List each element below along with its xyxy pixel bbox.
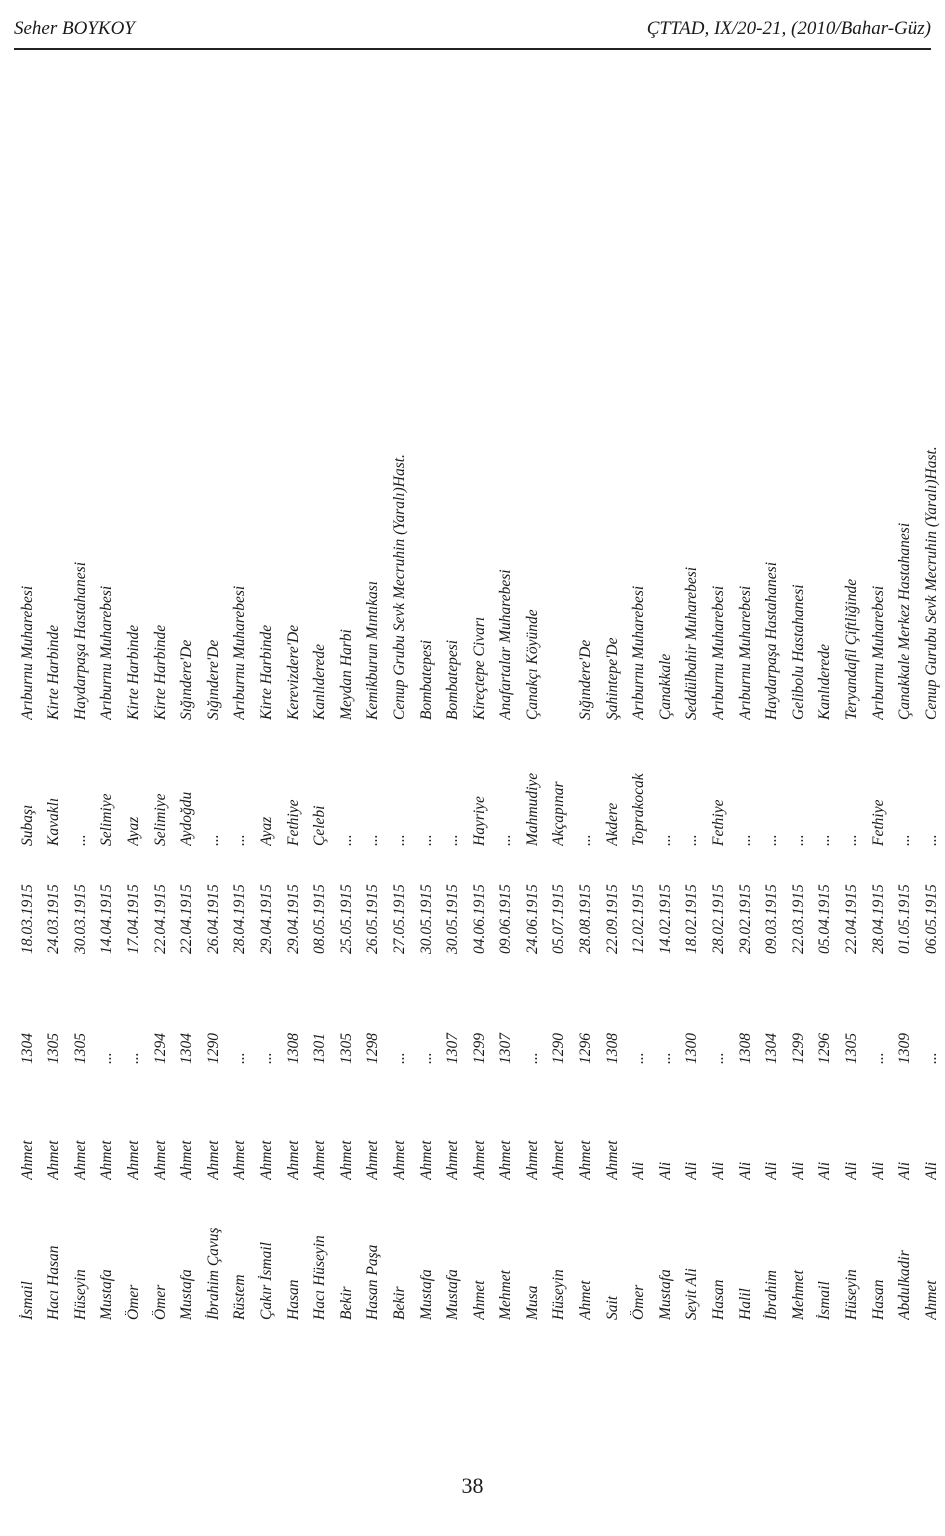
table-row (170, 30, 197, 1320)
birth-year-cell: 1290 (550, 1033, 568, 1064)
village-cell: Fethiye (710, 799, 728, 846)
father-name-cell: Ahmet (470, 1140, 488, 1180)
table-row (90, 30, 117, 1320)
birth-year-cell: ... (656, 1052, 674, 1064)
name-cell: Hüseyin (843, 1269, 860, 1320)
village-cell: ... (816, 834, 834, 846)
name-cell: Hüseyin (71, 1269, 89, 1320)
place-of-death-cell: Meydan Harbi (337, 629, 355, 720)
name-cell: Mustafa (656, 1269, 674, 1320)
death-date-cell: 28.04.1915 (231, 884, 249, 954)
birth-year-cell: 1305 (843, 1033, 860, 1064)
death-date-cell: 28.08.1915 (577, 884, 595, 954)
death-date-cell: 14.04.1915 (98, 884, 116, 954)
table-row (409, 30, 436, 1320)
father-name-cell: Ahmet (311, 1140, 329, 1180)
name-cell: Abdulkadir (896, 1250, 914, 1320)
name-cell: Mehmet (497, 1270, 515, 1320)
birth-year-cell: 1305 (71, 1033, 89, 1064)
name-cell: Mustafa (178, 1269, 196, 1320)
table-row (755, 30, 782, 1320)
table-row (196, 30, 223, 1320)
father-name-cell: Ahmet (603, 1140, 621, 1180)
table-row (462, 30, 489, 1320)
village-cell: ... (204, 834, 222, 846)
table-row (489, 30, 516, 1320)
place-of-death-cell: Seddülbahir Muharebesi (683, 566, 701, 720)
place-of-death-cell: Teryandafil Çiftliğinde (843, 578, 860, 720)
father-name-cell: Ahmet (151, 1140, 169, 1180)
name-cell: Bekir (337, 1286, 355, 1320)
birth-year-cell: 1305 (337, 1033, 355, 1064)
father-name-cell: Ahmet (71, 1140, 89, 1180)
village-cell: Fethiye (284, 799, 302, 846)
father-name-cell: Ahmet (444, 1140, 462, 1180)
village-cell: Selimiye (98, 793, 116, 846)
birth-year-cell: 1296 (577, 1033, 595, 1064)
death-date-cell: 12.02.1915 (630, 884, 648, 954)
casualty-table (10, 30, 941, 1320)
death-date-cell: 26.05.1915 (364, 884, 382, 954)
death-date-cell: 17.04.1915 (124, 884, 142, 954)
place-of-death-cell: Anafartalar Muharebesi (497, 569, 515, 720)
village-cell: ... (364, 834, 382, 846)
father-name-cell: Ali (789, 1161, 807, 1180)
place-of-death-cell: Arıburnu Muharebesi (630, 585, 648, 720)
death-date-cell: 29.04.1915 (284, 884, 302, 954)
name-cell: İbrahim (763, 1270, 781, 1320)
birth-year-cell: 1309 (896, 1033, 914, 1064)
place-of-death-cell: Çanakkale Merkez Hastahanesi (896, 522, 914, 720)
table-row (515, 30, 542, 1320)
village-cell: ... (789, 834, 807, 846)
death-date-cell: 29.02.1915 (736, 884, 754, 954)
birth-year-cell: 1304 (178, 1033, 196, 1064)
table-row (37, 30, 64, 1320)
father-name-cell: Ahmet (337, 1140, 355, 1180)
place-of-death-cell: Arıburnu Muharebesi (98, 585, 116, 720)
father-name-cell: Ahmet (417, 1140, 435, 1180)
table-row (834, 30, 861, 1320)
table-row (568, 30, 595, 1320)
table-row (888, 30, 915, 1320)
name-cell: Hasan Paşa (364, 1244, 382, 1320)
village-cell: Ayaz (124, 816, 142, 846)
father-name-cell: Ali (683, 1161, 701, 1180)
birth-year-cell: ... (390, 1052, 408, 1064)
father-name-cell: Ali (656, 1161, 674, 1180)
village-cell: ... (231, 834, 249, 846)
place-of-death-cell: Bombatepesi (444, 639, 462, 720)
journal-citation: ÇTTAD, IX/20-21, (2010/Bahar-Güz) (646, 18, 931, 39)
village-cell: Ayaz (257, 816, 275, 846)
table-row (436, 30, 463, 1320)
name-cell: Rüstem (231, 1274, 249, 1320)
village-cell: ... (736, 834, 754, 846)
village-cell: ... (497, 834, 515, 846)
place-of-death-cell: Haydarpaşa Hastahanesi (71, 561, 89, 720)
village-cell: Akçapınar (550, 781, 568, 846)
village-cell: ... (337, 834, 355, 846)
father-name-cell: Ali (710, 1161, 728, 1180)
place-of-death-cell: Çanakçı Köyünde (523, 609, 541, 720)
village-cell: Kavaklı (45, 797, 63, 846)
birth-year-cell: 1308 (603, 1033, 621, 1064)
village-cell: ... (444, 834, 462, 846)
village-cell: ... (656, 834, 674, 846)
place-of-death-cell: Haydarpaşa Hastahanesi (763, 561, 781, 720)
table-row (861, 30, 888, 1320)
name-cell: Hüseyin (550, 1269, 568, 1320)
village-cell: ... (390, 834, 408, 846)
death-date-cell: 26.04.1915 (204, 884, 222, 954)
village-cell: Çelebi (311, 805, 329, 846)
place-of-death-cell: Arıburnu Muharebesi (231, 585, 249, 720)
father-name-cell: Ahmet (364, 1140, 382, 1180)
table-row (914, 30, 941, 1320)
name-cell: Mehmet (789, 1270, 807, 1320)
birth-year-cell: 1308 (736, 1033, 754, 1064)
death-date-cell: 24.06.1915 (523, 884, 541, 954)
table-row (648, 30, 675, 1320)
table-row (223, 30, 250, 1320)
place-of-death-cell: Sığındere'De (577, 639, 595, 720)
birth-year-cell: 1307 (497, 1033, 515, 1064)
birth-year-cell: 1304 (18, 1033, 36, 1064)
name-cell: Çakır İsmail (257, 1242, 275, 1320)
place-of-death-cell: Cenup Gurubu Sevk Mecruhin (Yaralı)Hast. (922, 446, 940, 720)
death-date-cell: 04.06.1915 (470, 884, 488, 954)
place-of-death-cell: Şahintepe'De (603, 637, 621, 720)
death-date-cell: 25.05.1915 (337, 884, 355, 954)
birth-year-cell: ... (869, 1052, 887, 1064)
father-name-cell: Ahmet (577, 1140, 595, 1180)
table-row (728, 30, 755, 1320)
place-of-death-cell: Kirte Harbinde (151, 624, 169, 720)
place-of-death-cell: Kirte Harbinde (45, 624, 63, 720)
table-row (542, 30, 569, 1320)
father-name-cell: Ahmet (18, 1140, 36, 1180)
name-cell: Ahmet (470, 1280, 488, 1320)
father-name-cell: Ahmet (178, 1140, 196, 1180)
name-cell: Ömer (630, 1284, 648, 1320)
father-name-cell: Ali (763, 1161, 781, 1180)
table-row (808, 30, 835, 1320)
birth-year-cell: 1308 (284, 1033, 302, 1064)
birth-year-cell: 1298 (364, 1033, 382, 1064)
father-name-cell: Ali (843, 1161, 860, 1180)
place-of-death-cell: Arıburnu Muharebesi (710, 585, 728, 720)
rotated-table-container (10, 30, 945, 1320)
village-cell: Mahmudiye (523, 772, 541, 846)
death-date-cell: 14.02.1915 (656, 884, 674, 954)
name-cell: Seyit Ali (683, 1268, 701, 1320)
table-row (701, 30, 728, 1320)
birth-year-cell: 1299 (470, 1033, 488, 1064)
place-of-death-cell: Arıburnu Muharebesi (869, 585, 887, 720)
father-name-cell: Ahmet (284, 1140, 302, 1180)
village-cell: ... (922, 834, 940, 846)
death-date-cell: 30.05.1915 (417, 884, 435, 954)
place-of-death-cell: Gelibolu Hastahanesi (789, 584, 807, 720)
father-name-cell: Ali (736, 1161, 754, 1180)
table-row (303, 30, 330, 1320)
name-cell: Sait (603, 1295, 621, 1320)
birth-year-cell: ... (231, 1052, 249, 1064)
table-row (10, 30, 37, 1320)
birth-year-cell: 1304 (763, 1033, 781, 1064)
birth-year-cell: ... (922, 1052, 940, 1064)
name-cell: Hasan (284, 1279, 302, 1320)
name-cell: Mustafa (417, 1269, 435, 1320)
table-row (622, 30, 649, 1320)
village-cell: ... (683, 834, 701, 846)
birth-year-cell: 1301 (311, 1033, 329, 1064)
birth-year-cell: ... (523, 1052, 541, 1064)
death-date-cell: 18.02.1915 (683, 884, 701, 954)
name-cell: Hasan (710, 1279, 728, 1320)
place-of-death-cell: Kemikburun Mıntıkası (364, 580, 382, 720)
table-row (329, 30, 356, 1320)
father-name-cell: Ali (922, 1161, 940, 1180)
death-date-cell: 22.04.1915 (151, 884, 169, 954)
name-cell: Ahmet (577, 1280, 595, 1320)
village-cell: Toprakocak (630, 773, 648, 846)
death-date-cell: 30.05.1915 (444, 884, 462, 954)
table-row (63, 30, 90, 1320)
father-name-cell: Ali (896, 1161, 914, 1180)
father-name-cell: Ahmet (98, 1140, 116, 1180)
death-date-cell: 24.03.1915 (45, 884, 63, 954)
father-name-cell: Ahmet (231, 1140, 249, 1180)
place-of-death-cell: Kerevizdere'De (284, 624, 302, 720)
village-cell: ... (763, 834, 781, 846)
place-of-death-cell: Kanlıderede (311, 643, 329, 720)
name-cell: Mustafa (444, 1269, 462, 1320)
birth-year-cell: 1299 (789, 1033, 807, 1064)
father-name-cell: Ahmet (124, 1140, 142, 1180)
birth-year-cell: ... (257, 1052, 275, 1064)
place-of-death-cell: Kirte Harbinde (124, 624, 142, 720)
name-cell: Hacı Hüseyin (311, 1235, 329, 1320)
page-number: 38 (461, 1473, 484, 1498)
name-cell: Musa (523, 1285, 541, 1320)
name-cell: Halil (736, 1288, 754, 1320)
death-date-cell: 30.03.1915 (71, 884, 89, 954)
father-name-cell: Ahmet (204, 1140, 222, 1180)
father-name-cell: Ahmet (550, 1140, 568, 1180)
author-name: Seher BOYKOY (14, 18, 135, 39)
village-cell: ... (843, 834, 860, 846)
place-of-death-cell: Sığındere'De (204, 639, 222, 720)
name-cell: Hasan (869, 1279, 887, 1320)
village-cell: Selimiye (151, 793, 169, 846)
father-name-cell: Ahmet (45, 1140, 63, 1180)
death-date-cell: 09.03.1915 (763, 884, 781, 954)
death-date-cell: 18.03.1915 (18, 884, 36, 954)
death-date-cell: 28.04.1915 (869, 884, 887, 954)
name-cell: Ömer (151, 1284, 169, 1320)
place-of-death-cell: Arıburnu Muharebesi (736, 585, 754, 720)
birth-year-cell: 1307 (444, 1033, 462, 1064)
birth-year-cell: ... (630, 1052, 648, 1064)
village-cell: ... (71, 834, 89, 846)
place-of-death-cell: Bombatepesi (417, 639, 435, 720)
name-cell: İbrahim Çavuş (204, 1227, 222, 1320)
table-row (143, 30, 170, 1320)
village-cell: Aydoğdu (178, 791, 196, 846)
table-row (675, 30, 702, 1320)
birth-year-cell: ... (124, 1052, 142, 1064)
father-name-cell: Ahmet (523, 1140, 541, 1180)
death-date-cell: 22.04.1915 (178, 884, 196, 954)
death-date-cell: 09.06.1915 (497, 884, 515, 954)
place-of-death-cell: Sığındere'De (178, 639, 196, 720)
place-of-death-cell: Çanakkale (656, 653, 674, 720)
birth-year-cell: 1296 (816, 1033, 834, 1064)
father-name-cell: Ahmet (497, 1140, 515, 1180)
place-of-death-cell: Kirte Harbinde (257, 624, 275, 720)
place-of-death-cell: Kireçtepe Civarı (470, 616, 488, 720)
death-date-cell: 27.05.1915 (390, 884, 408, 954)
father-name-cell: Ali (869, 1161, 887, 1180)
father-name-cell: Ahmet (257, 1140, 275, 1180)
place-of-death-cell: Kanlıderede (816, 643, 834, 720)
death-date-cell: 22.09.1915 (603, 884, 621, 954)
father-name-cell: Ali (816, 1161, 834, 1180)
village-cell: Akdere (603, 802, 621, 846)
death-date-cell: 05.07.1915 (550, 884, 568, 954)
death-date-cell: 06.05.1915 (922, 884, 940, 954)
death-date-cell: 28.02.1915 (710, 884, 728, 954)
birth-year-cell: 1294 (151, 1033, 169, 1064)
birth-year-cell: 1300 (683, 1033, 701, 1064)
death-date-cell: 29.04.1915 (257, 884, 275, 954)
birth-year-cell: 1305 (45, 1033, 63, 1064)
table-row (276, 30, 303, 1320)
death-date-cell: 08.05.1915 (311, 884, 329, 954)
table-row (382, 30, 409, 1320)
name-cell: Mustafa (98, 1269, 116, 1320)
village-cell: ... (577, 834, 595, 846)
name-cell: Hacı Hasan (45, 1245, 63, 1320)
birth-year-cell: 1290 (204, 1033, 222, 1064)
village-cell: Subaşı (18, 804, 36, 846)
death-date-cell: 22.03.1915 (789, 884, 807, 954)
name-cell: İsmail (816, 1281, 834, 1320)
table-row (356, 30, 383, 1320)
place-of-death-cell: Arıburnu Muharebesi (18, 585, 36, 720)
birth-year-cell: ... (710, 1052, 728, 1064)
village-cell: Fethiye (869, 799, 887, 846)
death-date-cell: 22.04.1915 (843, 884, 860, 954)
death-date-cell: 05.04.1915 (816, 884, 834, 954)
birth-year-cell: ... (98, 1052, 116, 1064)
village-cell: ... (896, 834, 914, 846)
name-cell: Ahmet (922, 1280, 940, 1320)
place-of-death-cell: Cenup Grubu Sevk Mecruhin (Yaralı)Hast. (390, 454, 408, 720)
village-cell: Hayriye (470, 796, 488, 846)
name-cell: Ömer (124, 1284, 142, 1320)
birth-year-cell: ... (417, 1052, 435, 1064)
death-date-cell: 01.05.1915 (896, 884, 914, 954)
table-row (595, 30, 622, 1320)
name-cell: İsmail (18, 1281, 36, 1320)
father-name-cell: Ahmet (390, 1140, 408, 1180)
table-row (116, 30, 143, 1320)
village-cell: ... (417, 834, 435, 846)
father-name-cell: Ali (630, 1161, 648, 1180)
table-row (249, 30, 276, 1320)
table-row (781, 30, 808, 1320)
name-cell: Bekir (390, 1286, 408, 1320)
